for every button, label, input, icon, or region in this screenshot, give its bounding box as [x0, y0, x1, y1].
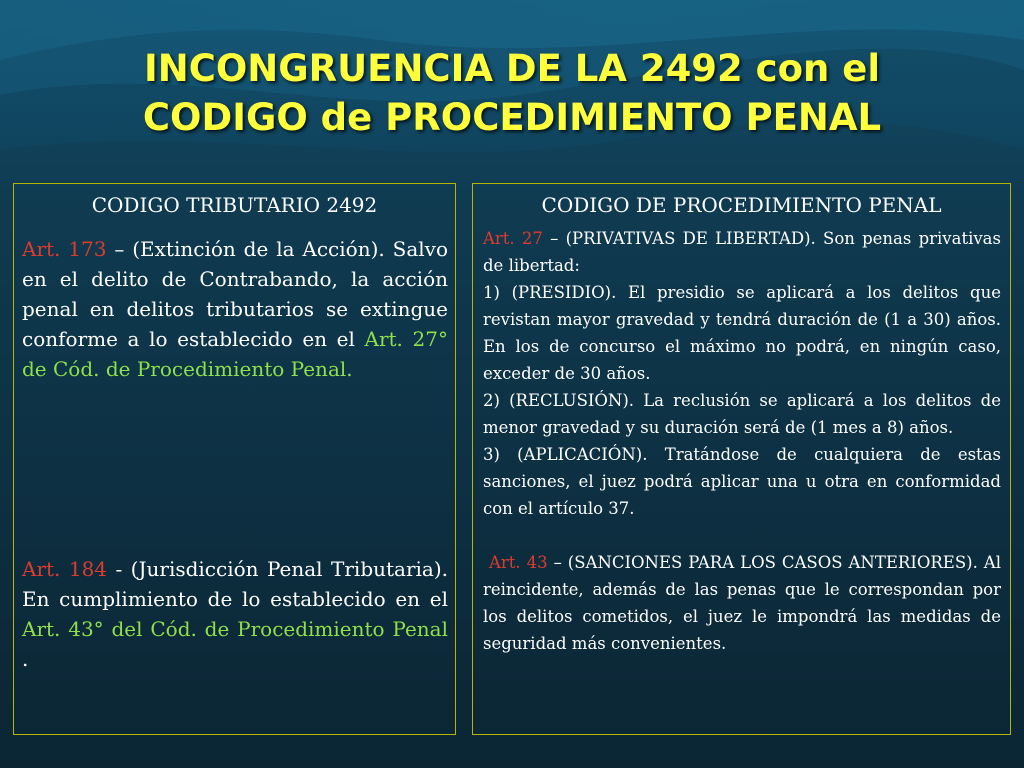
- tax-code-panel: [13, 183, 456, 735]
- title-line-2: CODIGO de PROCEDIMIENTO PENAL: [142, 96, 882, 139]
- slide-title: [40, 44, 984, 142]
- article-27: [483, 225, 1001, 279]
- criminal-procedure-panel: [472, 183, 1011, 735]
- article-173-text: – (Extinción de la Acción). Salvo en el delito de Contrabando, la acción penal en delitos tributarios se extingue conforme a lo establecido en el: [22, 237, 448, 351]
- article-184: [22, 554, 448, 674]
- article-184-end: .: [22, 647, 29, 671]
- article-173-ref: Art. 173: [22, 237, 107, 261]
- article-43-reference: Art. 43° del Cód. de Procedimiento Penal: [22, 617, 448, 641]
- article-27-reference: Art. 27° de Cód. de Procedimiento Penal.: [22, 327, 448, 381]
- article-27-item-2: 2) (RECLUSIÓN). La reclusión se aplicará a los delitos de menor gravedad y su duración será de (1 mes a 8) años.: [483, 391, 1001, 437]
- title-line-1: INCONGRUENCIA DE LA 2492 con el: [143, 47, 881, 90]
- article-43: [483, 549, 1001, 657]
- article-173: [22, 234, 448, 384]
- tax-code-heading: CODIGO TRIBUTARIO 2492: [91, 193, 378, 217]
- article-43-text: – (SANCIONES PARA LOS CASOS ANTERIORES). Al reincidente, además de las penas que le correspondan por los delitos cometidos, el juez le impondrá las medidas de seguridad más convenientes.: [483, 553, 1001, 653]
- article-27-item-1: 1) (PRESIDIO). El presidio se aplicará a los delitos que revistan mayor gravedad y tendrá duración de (1 a 30) años. En los de concurso el máximo no podrá, en ningún caso, exceder de 30 años.: [483, 283, 1001, 383]
- criminal-procedure-heading: CODIGO DE PROCEDIMIENTO PENAL: [541, 193, 942, 217]
- article-27-item-3: 3) (APLICACIÓN). Tratándose de cualquiera de estas sanciones, el juez podrá aplicar una u otra en conformidad con el artículo 37.: [483, 445, 1001, 518]
- article-184-ref: Art. 184: [22, 557, 108, 581]
- article-184-text: - (Jurisdicción Penal Tributaria). En cumplimiento de lo establecido en el: [22, 557, 449, 611]
- article-43-ref: Art. 43: [488, 553, 548, 572]
- article-27-ref: Art. 27: [483, 229, 543, 248]
- article-27-text: – (PRIVATIVAS DE LIBERTAD). Son penas privativas de libertad:: [483, 229, 1001, 275]
